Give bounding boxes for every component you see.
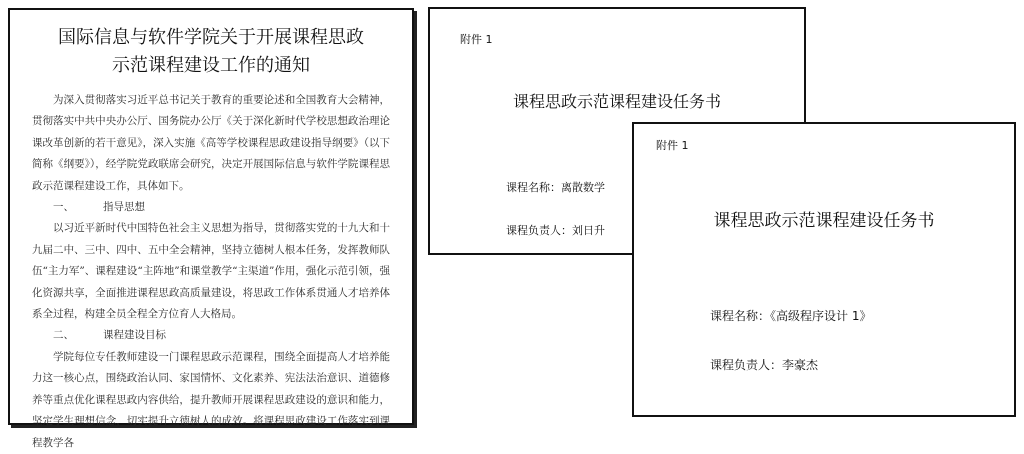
section2-heading (53, 325, 390, 346)
course-owner-value: 李豪杰 (782, 358, 819, 372)
section1-heading (53, 197, 390, 218)
course-name-field (710, 307, 871, 324)
notice-intro-paragraph: 为深入贯彻落实习近平总书记关于教育的重要论述和全国教育大会精神，贯彻落实中共中央办公厅、国务院办公厅《关于深化新时代学校思想政治理论课改革创新的若干意见》，深入实施《高等学校课程思政建设指导纲要》（以下简称《纲要》），经学院党政联席会研究，决定开展国际信息与软件学院课程思政示范课程建设工作，具体如下。 (32, 94, 390, 192)
course-owner-label: 课程负责人： (710, 358, 783, 372)
course-name-value: 《高级程序设计 1》 (770, 309, 872, 323)
course-owner-value: 刘日升 (572, 224, 605, 237)
attachment-label: 附件 1 (656, 139, 689, 152)
section2-number: 二、 (53, 329, 74, 342)
section1-heading-text: 指导思想 (103, 201, 145, 214)
section2-paragraph: 学院每位专任教师建设一门课程思政示范课程，围绕全面提高人才培养能力这一核心点，围绕政治认同、家国情怀、文化素养、宪法法治意识、道德修养等重点优化课程思政内容供给，提升教师开展课程思政建设的意识和能力，坚定学生理想信念，切实提升立德树人的成效。将课程思政建设工作落实到课程教学各 (32, 350, 390, 449)
section1-paragraph: 以习近平新时代中国特色社会主义思想为指导，贯彻落实党的十九大和十九届二中、三中、四中、五中全会精神，坚持立德树人根本任务，发挥教师队伍“主力军”、课程建设“主阵地”和课堂教学“主渠道”作用，强化示范引领，强化资源共享，全面推进课程思政高质量建设，将思政工作体系贯通人才培养体系全过程，构建全员全程全方位育人大格局。 (32, 222, 390, 321)
course-owner-field (506, 222, 605, 238)
task-book-title: 课程思政示范课程建设任务书 (512, 92, 721, 111)
course-name-value: 离散数学 (561, 181, 605, 194)
notice-title-line1: 国际信息与软件学院关于开展课程思政 (58, 27, 364, 48)
attachment-label: 附件 1 (460, 33, 493, 46)
section1-number: 一、 (53, 201, 74, 214)
task-book-title: 课程思政示范课程建设任务书 (713, 211, 935, 231)
section2-heading-text: 课程建设目标 (103, 329, 166, 342)
notice-title-line2: 示范课程建设工作的通知 (112, 55, 310, 76)
course-name-label: 课程名称： (506, 181, 561, 194)
course-owner-label: 课程负责人： (506, 224, 572, 237)
notice-title (32, 24, 390, 80)
course-name-field (506, 179, 605, 195)
course-owner-field (710, 356, 818, 373)
task-book-advanced-programming (632, 122, 1016, 417)
notice-document (8, 8, 414, 449)
course-name-label: 课程名称： (710, 309, 771, 323)
